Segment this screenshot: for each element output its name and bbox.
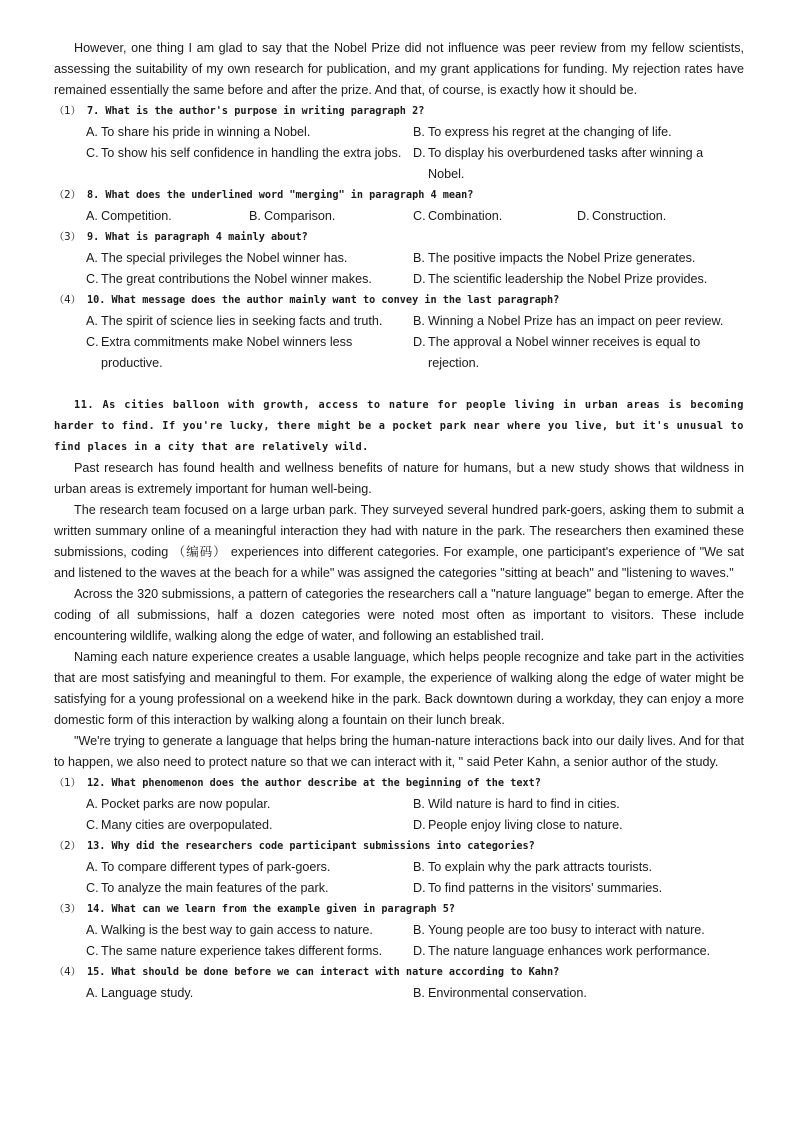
option-c[interactable]: C. The same nature experience takes different forms.: [86, 944, 383, 958]
option-b[interactable]: B. To explain why the park attracts tourists.: [413, 860, 652, 874]
option-c[interactable]: C. Extra commitments make Nobel winners less productive.: [86, 335, 353, 370]
option-d[interactable]: D. The scientific leadership the Nobel Prize provides.: [413, 272, 708, 286]
option-c[interactable]: C. To show his self confidence in handling the extra jobs.: [86, 146, 402, 160]
option-a[interactable]: A. The special privileges the Nobel winner has.: [86, 251, 348, 265]
answer-options: [86, 248, 744, 290]
answer-options: [86, 857, 744, 899]
passage-2-paragraph: The research team focused on a large urban park. They surveyed several hundred park-goers, asking them to submit a written summary online of a meaningful interaction they had with nature in the park. The researchers then examined these submissions, coding （编码） experiences into different categories. For example, one participant's experience of "We sat and listened to the waves at the beach for a while" was assigned the categories "sitting at beach" and "listening to waves.": [54, 503, 744, 580]
answer-options: [86, 920, 744, 962]
question-number: （3）: [54, 904, 81, 915]
question-number: （4）: [54, 295, 81, 306]
answer-options: [86, 206, 744, 227]
option-b[interactable]: B. Winning a Nobel Prize has an impact on peer review.: [413, 314, 724, 328]
passage-2-intro: 11. As cities balloon with growth, access to nature for people living in urban areas is becoming harder to find. If you're lucky, there might be a pocket park near where you live, but it's unusual to find places in a city that are relatively wild.: [54, 399, 744, 453]
option-d[interactable]: D. The approval a Nobel winner receives is equal to rejection.: [413, 335, 701, 370]
question-number: （4）: [54, 967, 81, 978]
option-a[interactable]: A. Competition.: [86, 209, 172, 223]
question-set-2: [54, 773, 744, 1004]
option-d[interactable]: D. To display his overburdened tasks after winning a Nobel.: [413, 146, 704, 181]
document-page: [54, 38, 744, 1004]
answer-options: [86, 794, 744, 836]
question-number: （3）: [54, 232, 81, 243]
passage-1-closing-paragraph: However, one thing I am glad to say that the Nobel Prize did not influence was peer review from my fellow scientists, assessing the suitability of my own research for publication, and my grant applications for funding. My rejection rates have remained essentially the same before and after the prize. And that, of course, is exactly how it should be.: [54, 41, 744, 97]
option-a[interactable]: A. Walking is the best way to gain access to nature.: [86, 923, 373, 937]
option-c[interactable]: C. Many cities are overpopulated.: [86, 818, 273, 832]
option-a[interactable]: A. The spirit of science lies in seeking facts and truth.: [86, 314, 383, 328]
answer-options: [86, 311, 744, 374]
option-c[interactable]: C. To analyze the main features of the park.: [86, 881, 329, 895]
option-d[interactable]: D. To find patterns in the visitors' summaries.: [413, 881, 663, 895]
passage-2-paragraph: Naming each nature experience creates a usable language, which helps people recognize and take part in the activities that are most satisfying and meaningful to them. For example, the experience of walking along the edge of water might be satisfying for a young professional on a weekend hike in the park. Back downtown during a workday, they can enjoy a more domestic form of this interaction by walking along a fountain on their lunch break.: [54, 650, 744, 727]
option-d[interactable]: D. Construction.: [577, 209, 667, 223]
option-b[interactable]: B. Environmental conservation.: [413, 986, 587, 1000]
option-a[interactable]: A. To share his pride in winning a Nobel.: [86, 125, 311, 139]
question-7: [54, 101, 744, 185]
question-15: [54, 962, 744, 1004]
question-12: [54, 773, 744, 836]
question-stem: 12. What phenomenon does the author describe at the beginning of the text?: [87, 778, 541, 789]
option-b[interactable]: B. Wild nature is hard to find in cities.: [413, 797, 620, 811]
option-c[interactable]: C. The great contributions the Nobel winner makes.: [86, 272, 372, 286]
question-stem: 7. What is the author's purpose in writing paragraph 2?: [87, 106, 425, 117]
question-number: （1）: [54, 778, 81, 789]
passage-2: [54, 395, 744, 773]
option-b[interactable]: B. To express his regret at the changing of life.: [413, 125, 672, 139]
passage-2-paragraph: "We're trying to generate a language that helps bring the human-nature interactions back into our daily lives. And for that to happen, we also need to protect nature so that we can interact with it, " said Peter Kahn, a senior author of the study.: [54, 734, 744, 769]
question-13: [54, 836, 744, 899]
option-b[interactable]: B. Comparison.: [249, 209, 336, 223]
answer-options: [86, 122, 744, 185]
question-number: （2）: [54, 190, 81, 201]
question-14: [54, 899, 744, 962]
option-a[interactable]: A. Language study.: [86, 986, 194, 1000]
question-8: [54, 185, 744, 227]
option-d[interactable]: D. The nature language enhances work performance.: [413, 944, 711, 958]
question-stem: 8. What does the underlined word "merging" in paragraph 4 mean?: [87, 190, 474, 201]
option-d[interactable]: D. People enjoy living close to nature.: [413, 818, 623, 832]
option-a[interactable]: A. Pocket parks are now popular.: [86, 797, 271, 811]
passage-2-paragraph: Past research has found health and wellness benefits of nature for humans, but a new study shows that wildness in urban areas is extremely important for human well-being.: [54, 461, 744, 496]
option-b[interactable]: B. Young people are too busy to interact with nature.: [413, 923, 705, 937]
question-stem: 14. What can we learn from the example given in paragraph 5?: [87, 904, 456, 915]
question-9: [54, 227, 744, 290]
answer-options: [86, 983, 744, 1004]
question-stem: 10. What message does the author mainly want to convey in the last paragraph?: [87, 295, 560, 306]
question-number: （2）: [54, 841, 81, 852]
option-b[interactable]: B. The positive impacts the Nobel Prize generates.: [413, 251, 696, 265]
option-c[interactable]: C. Combination.: [413, 209, 503, 223]
question-stem: 9. What is paragraph 4 mainly about?: [87, 232, 308, 243]
question-stem: 13. Why did the researchers code participant submissions into categories?: [87, 841, 535, 852]
question-stem: 15. What should be done before we can interact with nature according to Kahn?: [87, 967, 560, 978]
option-a[interactable]: A. To compare different types of park-goers.: [86, 860, 331, 874]
passage-2-paragraph: Across the 320 submissions, a pattern of categories the researchers call a "nature language" began to emerge. After the coding of all submissions, half a dozen categories were noted most often as important to visitors. These include encountering wildlife, walking along the edge of water, and following an established trail.: [54, 587, 744, 643]
question-10: [54, 290, 744, 374]
question-number: （1）: [54, 106, 81, 117]
question-set-1: [54, 101, 744, 374]
